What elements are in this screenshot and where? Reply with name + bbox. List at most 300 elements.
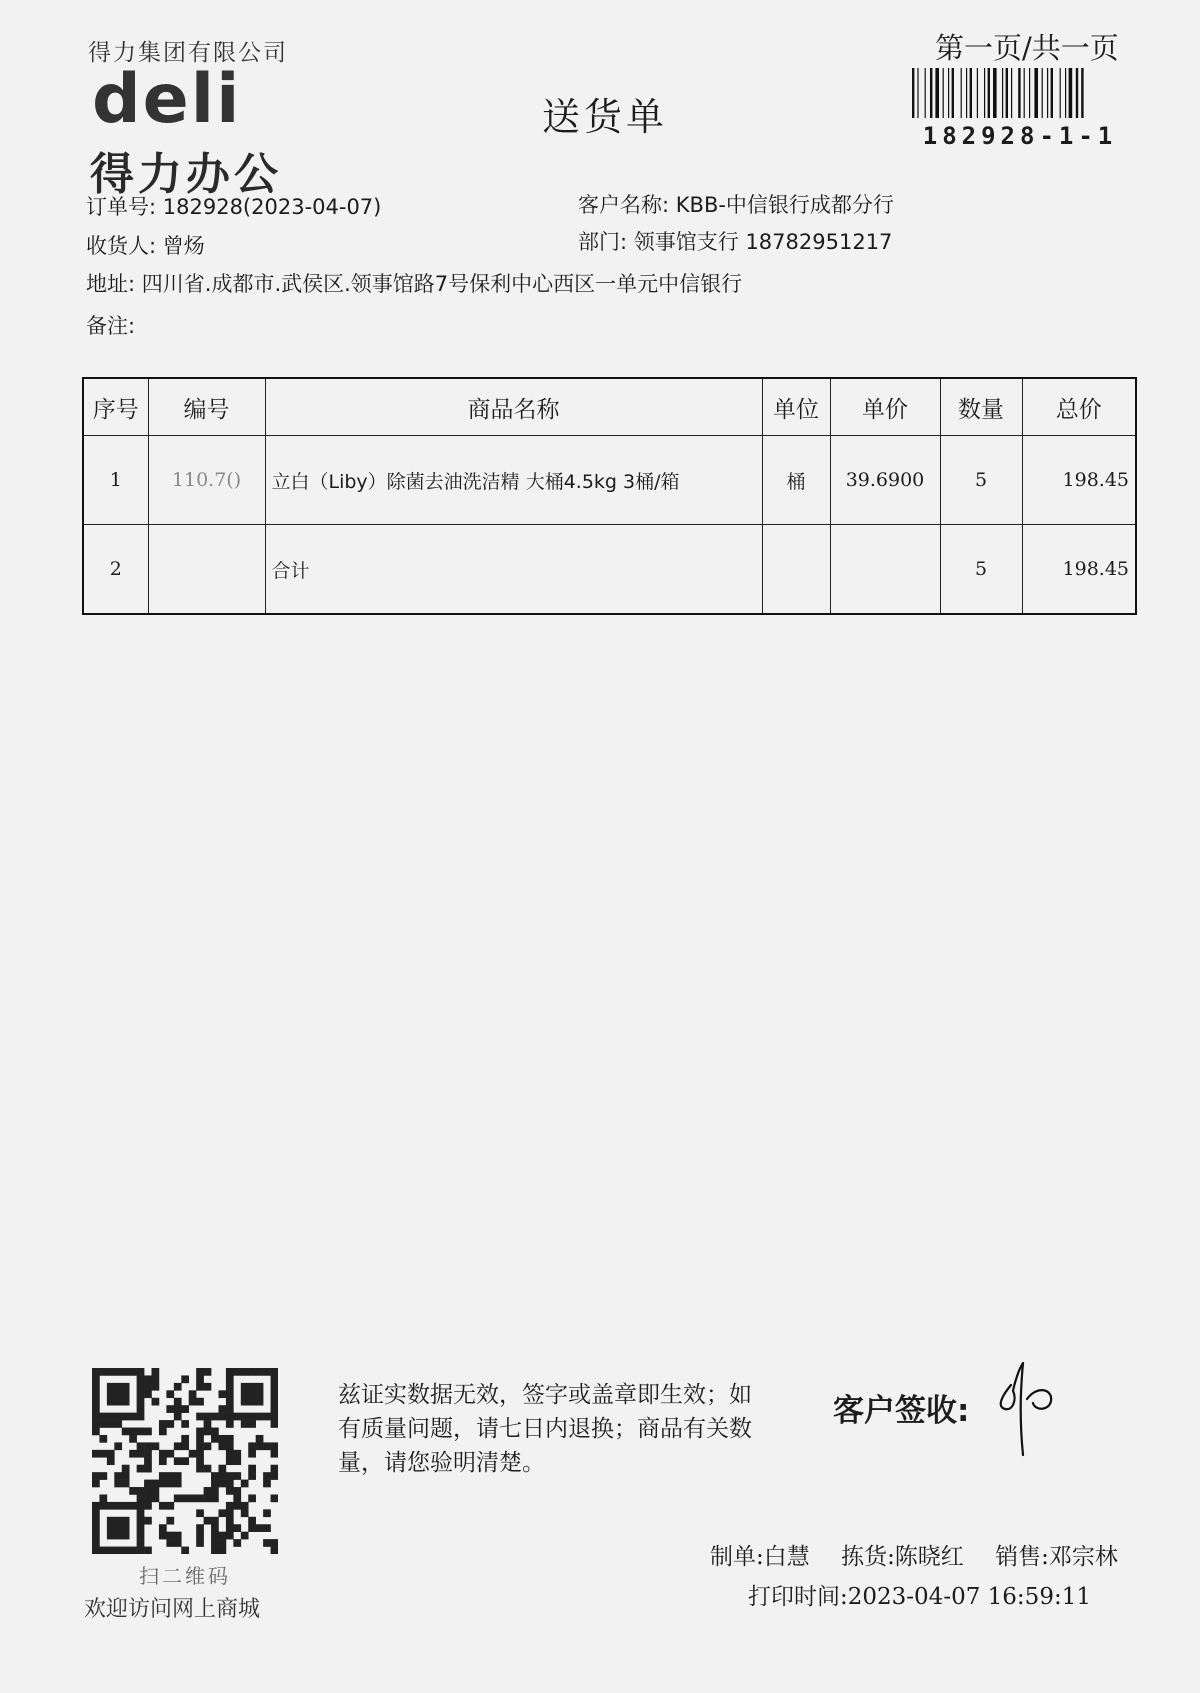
qr-module [226, 1457, 234, 1465]
qr-module [137, 1428, 145, 1436]
qr-module [204, 1420, 212, 1428]
qr-module [144, 1480, 152, 1488]
barcode-bar [1065, 68, 1066, 118]
address-row [86, 268, 742, 298]
qr-module [218, 1539, 226, 1547]
qr-module [181, 1435, 189, 1443]
qr-module [166, 1502, 174, 1510]
qr-module [166, 1390, 174, 1398]
qr-module [166, 1420, 174, 1428]
customer-sign-label: 客户签收: [833, 1393, 970, 1429]
qr-module [92, 1405, 100, 1413]
qr-module [137, 1398, 145, 1406]
qr-module [226, 1502, 234, 1510]
qr-module [211, 1547, 219, 1554]
qr-module [152, 1494, 160, 1502]
qr-module [137, 1494, 145, 1502]
qr-module [204, 1368, 212, 1376]
qr-module [137, 1442, 145, 1450]
qr-module [114, 1480, 122, 1488]
qr-module [144, 1390, 152, 1398]
logo-text: deli [92, 70, 242, 130]
qr-module [211, 1524, 219, 1532]
qr-module [196, 1398, 204, 1406]
qr-module [271, 1494, 278, 1502]
barcode-bar [1081, 68, 1083, 118]
qr-module [211, 1435, 219, 1443]
qr-module [226, 1405, 234, 1413]
qr-module [226, 1532, 234, 1540]
qr-module [271, 1390, 278, 1398]
qr-module [144, 1383, 152, 1391]
qr-module [174, 1472, 182, 1480]
qr-module [226, 1390, 234, 1398]
qr-module [107, 1398, 115, 1406]
qr-module [263, 1413, 271, 1421]
qr-module [92, 1480, 100, 1488]
qr-module [218, 1390, 226, 1398]
qr-module [196, 1509, 204, 1517]
page-info: 第一页/共一页 [935, 31, 1119, 65]
order-no-value: 182928(2023-04-07) [162, 195, 382, 219]
qr-module [196, 1383, 204, 1391]
qr-module [99, 1420, 107, 1428]
document-title: 送货单 [541, 95, 668, 139]
barcode-bar [961, 68, 962, 118]
cell-name: 立白（Liby）除菌去油洗洁精 大桶4.5kg 3桶/箱 [265, 436, 762, 525]
qr-module [196, 1532, 204, 1540]
qr-module [211, 1428, 219, 1436]
barcode-bar [1060, 68, 1061, 118]
qr-module [122, 1465, 130, 1473]
qr-module [218, 1509, 226, 1517]
qr-module [99, 1413, 107, 1421]
qr-module [137, 1509, 145, 1517]
qr-module [181, 1375, 189, 1383]
qr-module [92, 1547, 100, 1554]
qr-module [92, 1450, 100, 1458]
qr-module [233, 1524, 241, 1532]
qr-module [196, 1442, 204, 1450]
qr-module [226, 1383, 234, 1391]
barcode-bar [912, 68, 914, 118]
qr-module [166, 1532, 174, 1540]
qr-module [181, 1494, 189, 1502]
qr-module [233, 1368, 241, 1376]
qr-module [248, 1472, 256, 1480]
qr-module [137, 1487, 145, 1495]
barcode-bar [1051, 68, 1053, 118]
qr-module [114, 1524, 122, 1532]
qr-module [166, 1405, 174, 1413]
qr-module [144, 1494, 152, 1502]
qr-module [263, 1509, 271, 1517]
qr-module [114, 1547, 122, 1554]
qr-module [218, 1472, 226, 1480]
signature-mark [993, 1355, 1063, 1465]
cell-seq: 2 [83, 525, 148, 615]
qr-module [271, 1547, 278, 1554]
print-time: 打印时间:2023-04-07 16:59:11 [748, 1584, 1091, 1610]
qr-caption: 扫二维码 [139, 1564, 231, 1588]
qr-module [256, 1398, 264, 1406]
qr-module [122, 1532, 130, 1540]
qr-module [152, 1398, 160, 1406]
qr-module [226, 1524, 234, 1532]
qr-module [166, 1539, 174, 1547]
qr-module [226, 1487, 234, 1495]
qr-module [248, 1517, 256, 1525]
barcode-bars [912, 68, 1128, 118]
qr-module [218, 1480, 226, 1488]
table-row [83, 525, 1136, 615]
barcode-bar [1047, 68, 1048, 118]
cell-code [148, 525, 265, 615]
qr-module [99, 1450, 107, 1458]
qr-module [248, 1368, 256, 1376]
qr-module [137, 1517, 145, 1525]
qr-module [248, 1494, 256, 1502]
qr-module [92, 1368, 100, 1376]
sales-text: 销售:邓宗林 [995, 1544, 1118, 1570]
qr-module [99, 1368, 107, 1376]
qr-module [174, 1457, 182, 1465]
qr-module [174, 1383, 182, 1391]
qr-module [99, 1494, 107, 1502]
qr-module [107, 1383, 115, 1391]
qr-module [122, 1383, 130, 1391]
barcode-bar [930, 68, 932, 118]
header-total: 总价 [1022, 378, 1136, 436]
qr-module [211, 1494, 219, 1502]
qr-module [189, 1398, 197, 1406]
qr-module [196, 1524, 204, 1532]
qr-module [137, 1532, 145, 1540]
qr-module [159, 1524, 167, 1532]
qr-module [226, 1435, 234, 1443]
qr-module [248, 1413, 256, 1421]
cell-total: 198.45 [1022, 436, 1136, 525]
barcode-number: 182928-1-1 [922, 122, 1118, 150]
qr-module [107, 1413, 115, 1421]
picker-text: 拣货:陈晓红 [841, 1544, 964, 1570]
qr-module [129, 1435, 137, 1443]
qr-module [233, 1413, 241, 1421]
qr-module [189, 1390, 197, 1398]
customer-label: 客户名称: [578, 193, 670, 217]
qr-module [271, 1442, 278, 1450]
qr-module [256, 1435, 264, 1443]
qr-module [129, 1502, 137, 1510]
qr-module [241, 1509, 249, 1517]
qr-module [107, 1532, 115, 1540]
qr-module [263, 1442, 271, 1450]
qr-module [218, 1465, 226, 1473]
qr-module [196, 1413, 204, 1421]
qr-module [166, 1517, 174, 1525]
qr-module [114, 1413, 122, 1421]
qr-module [144, 1487, 152, 1495]
qr-module [159, 1457, 167, 1465]
qr-module [226, 1375, 234, 1383]
qr-module [233, 1450, 241, 1458]
header-seq: 序号 [83, 378, 148, 436]
qr-module [137, 1502, 145, 1510]
qr-module [218, 1547, 226, 1554]
qr-module [107, 1450, 115, 1458]
qr-module [122, 1547, 130, 1554]
logo-cn-text: 得力办公 [90, 149, 282, 200]
items-table [82, 377, 1137, 615]
qr-module [189, 1450, 197, 1458]
qr-module [204, 1413, 212, 1421]
qr-module [92, 1532, 100, 1540]
qr-module [196, 1435, 204, 1443]
barcode-bar [993, 68, 997, 118]
qr-module [92, 1390, 100, 1398]
qr-module [256, 1442, 264, 1450]
qr-module [92, 1517, 100, 1525]
qr-module [99, 1502, 107, 1510]
qr-code-graphic [92, 1368, 278, 1554]
qr-module [129, 1368, 137, 1376]
qr-module [226, 1420, 234, 1428]
qr-module [159, 1532, 167, 1540]
remark-label: 备注: [86, 314, 136, 338]
qr-module [211, 1517, 219, 1525]
receiver-label: 收货人: [86, 234, 157, 258]
barcode-bar [925, 68, 926, 118]
qr-module [181, 1457, 189, 1465]
qr-module [122, 1517, 130, 1525]
qr-module [129, 1450, 137, 1458]
qr-module [92, 1428, 100, 1436]
barcode-bar [1002, 68, 1003, 118]
qr-module [114, 1368, 122, 1376]
qr-module [271, 1383, 278, 1391]
qr-module [248, 1465, 256, 1473]
qr-module [129, 1428, 137, 1436]
customer-value: KBB-中信银行成都分行 [675, 193, 894, 217]
cell-qty: 5 [940, 436, 1022, 525]
cell-name: 合计 [265, 525, 762, 615]
qr-module [248, 1390, 256, 1398]
qr-module [271, 1539, 278, 1547]
qr-module [248, 1450, 256, 1458]
qr-module [181, 1547, 189, 1554]
receiver-value: 曾炀 [162, 234, 205, 258]
header-price: 单价 [830, 378, 940, 436]
qr-module [196, 1375, 204, 1383]
qr-module [226, 1368, 234, 1376]
qr-module [137, 1405, 145, 1413]
barcode-graphic [912, 68, 1128, 118]
table-header-row [83, 378, 1136, 436]
qr-module [271, 1472, 278, 1480]
qr-module [92, 1509, 100, 1517]
qr-module [241, 1413, 249, 1421]
qr-module [144, 1517, 152, 1525]
qr-module [263, 1368, 271, 1376]
qr-module [248, 1383, 256, 1391]
qr-module [211, 1480, 219, 1488]
qr-module [271, 1398, 278, 1406]
qr-module [218, 1405, 226, 1413]
qr-module [107, 1457, 115, 1465]
qr-module [263, 1524, 271, 1532]
qr-module [226, 1398, 234, 1406]
qr-module [137, 1524, 145, 1532]
qr-module [107, 1517, 115, 1525]
qr-module [92, 1413, 100, 1421]
table-row [83, 436, 1136, 525]
qr-module [271, 1413, 278, 1421]
barcode-bar [966, 68, 967, 118]
qr-module [129, 1547, 137, 1554]
qr-module [137, 1413, 145, 1421]
qr-module [144, 1428, 152, 1436]
qr-module [137, 1383, 145, 1391]
barcode-bar [948, 68, 949, 118]
qr-module [144, 1450, 152, 1458]
qr-module [233, 1457, 241, 1465]
qr-module [248, 1524, 256, 1532]
header-qty: 数量 [940, 378, 1022, 436]
qr-module [256, 1413, 264, 1421]
qr-module [174, 1413, 182, 1421]
qr-module [218, 1442, 226, 1450]
qr-module [263, 1472, 271, 1480]
qr-module [174, 1480, 182, 1488]
qr-module [92, 1502, 100, 1510]
qr-module [226, 1442, 234, 1450]
header-name: 商品名称 [265, 378, 762, 436]
qr-module [114, 1398, 122, 1406]
cell-code: 110.7() [148, 436, 265, 525]
dept-label: 部门: [578, 230, 628, 254]
qr-module [144, 1547, 152, 1554]
qr-module [196, 1368, 204, 1376]
barcode-bar [970, 68, 972, 118]
cell-price [830, 525, 940, 615]
qr-module [166, 1472, 174, 1480]
qr-module [137, 1465, 145, 1473]
notice-text: 兹证实数据无效，签字或盖章即生效；如有质量问题，请七日内退换；商品有关数量，请您验明清楚。 [338, 1382, 752, 1476]
barcode-bar [1029, 68, 1030, 118]
qr-module [226, 1413, 234, 1421]
qr-module [159, 1480, 167, 1488]
qr-module [114, 1442, 122, 1450]
qr-module [92, 1398, 100, 1406]
qr-module [271, 1405, 278, 1413]
qr-module [271, 1420, 278, 1428]
qr-module [211, 1532, 219, 1540]
qr-module [196, 1450, 204, 1458]
qr-module [204, 1494, 212, 1502]
qr-module [107, 1547, 115, 1554]
barcode-bar [988, 68, 990, 118]
qr-module [129, 1413, 137, 1421]
receiver-row [86, 230, 205, 260]
dept-value: 领事馆支行 18782951217 [633, 230, 893, 254]
qr-module [174, 1405, 182, 1413]
qr-module [114, 1502, 122, 1510]
qr-module [218, 1532, 226, 1540]
qr-module [196, 1494, 204, 1502]
qr-module [271, 1375, 278, 1383]
qr-module [144, 1375, 152, 1383]
qr-module [144, 1442, 152, 1450]
barcode-bar [1011, 68, 1012, 118]
qr-code[interactable] [92, 1368, 278, 1554]
qr-module [218, 1435, 226, 1443]
qr-module [241, 1480, 249, 1488]
qr-module [114, 1390, 122, 1398]
qr-module [233, 1487, 241, 1495]
qr-module [92, 1524, 100, 1532]
qr-module [159, 1502, 167, 1510]
qr-module [122, 1390, 130, 1398]
qr-module [114, 1420, 122, 1428]
qr-module [152, 1442, 160, 1450]
qr-module [144, 1465, 152, 1473]
qr-module [166, 1480, 174, 1488]
qr-module [204, 1383, 212, 1391]
qr-module [204, 1517, 212, 1525]
qr-module [129, 1487, 137, 1495]
qr-module [226, 1480, 234, 1488]
qr-module [204, 1428, 212, 1436]
qr-module [226, 1509, 234, 1517]
qr-module [248, 1420, 256, 1428]
qr-module [159, 1420, 167, 1428]
qr-module [107, 1502, 115, 1510]
qr-module [144, 1457, 152, 1465]
qr-module [256, 1390, 264, 1398]
qr-module [211, 1472, 219, 1480]
qr-module [256, 1524, 264, 1532]
cell-price: 39.6900 [830, 436, 940, 525]
qr-module [159, 1450, 167, 1458]
cell-seq: 1 [83, 436, 148, 525]
qr-module [181, 1405, 189, 1413]
qr-module [233, 1539, 241, 1547]
qr-module [241, 1390, 249, 1398]
qr-module [256, 1368, 264, 1376]
qr-module [92, 1472, 100, 1480]
qr-module [233, 1472, 241, 1480]
barcode-bar [943, 68, 944, 118]
order-no-label: 订单号: [86, 195, 157, 219]
qr-module [174, 1442, 182, 1450]
qr-module [241, 1398, 249, 1406]
barcode-bar [1006, 68, 1008, 118]
qr-module [211, 1539, 219, 1547]
qr-module [241, 1368, 249, 1376]
header-code: 编号 [148, 378, 265, 436]
qr-module [122, 1502, 130, 1510]
qr-module [174, 1532, 182, 1540]
dept-row [578, 226, 892, 256]
qr-module [159, 1428, 167, 1436]
qr-module [211, 1487, 219, 1495]
qr-module [174, 1494, 182, 1502]
qr-module [92, 1420, 100, 1428]
qr-module [114, 1472, 122, 1480]
order-no-row [86, 191, 381, 221]
qr-module [152, 1383, 160, 1391]
qr-module [226, 1450, 234, 1458]
